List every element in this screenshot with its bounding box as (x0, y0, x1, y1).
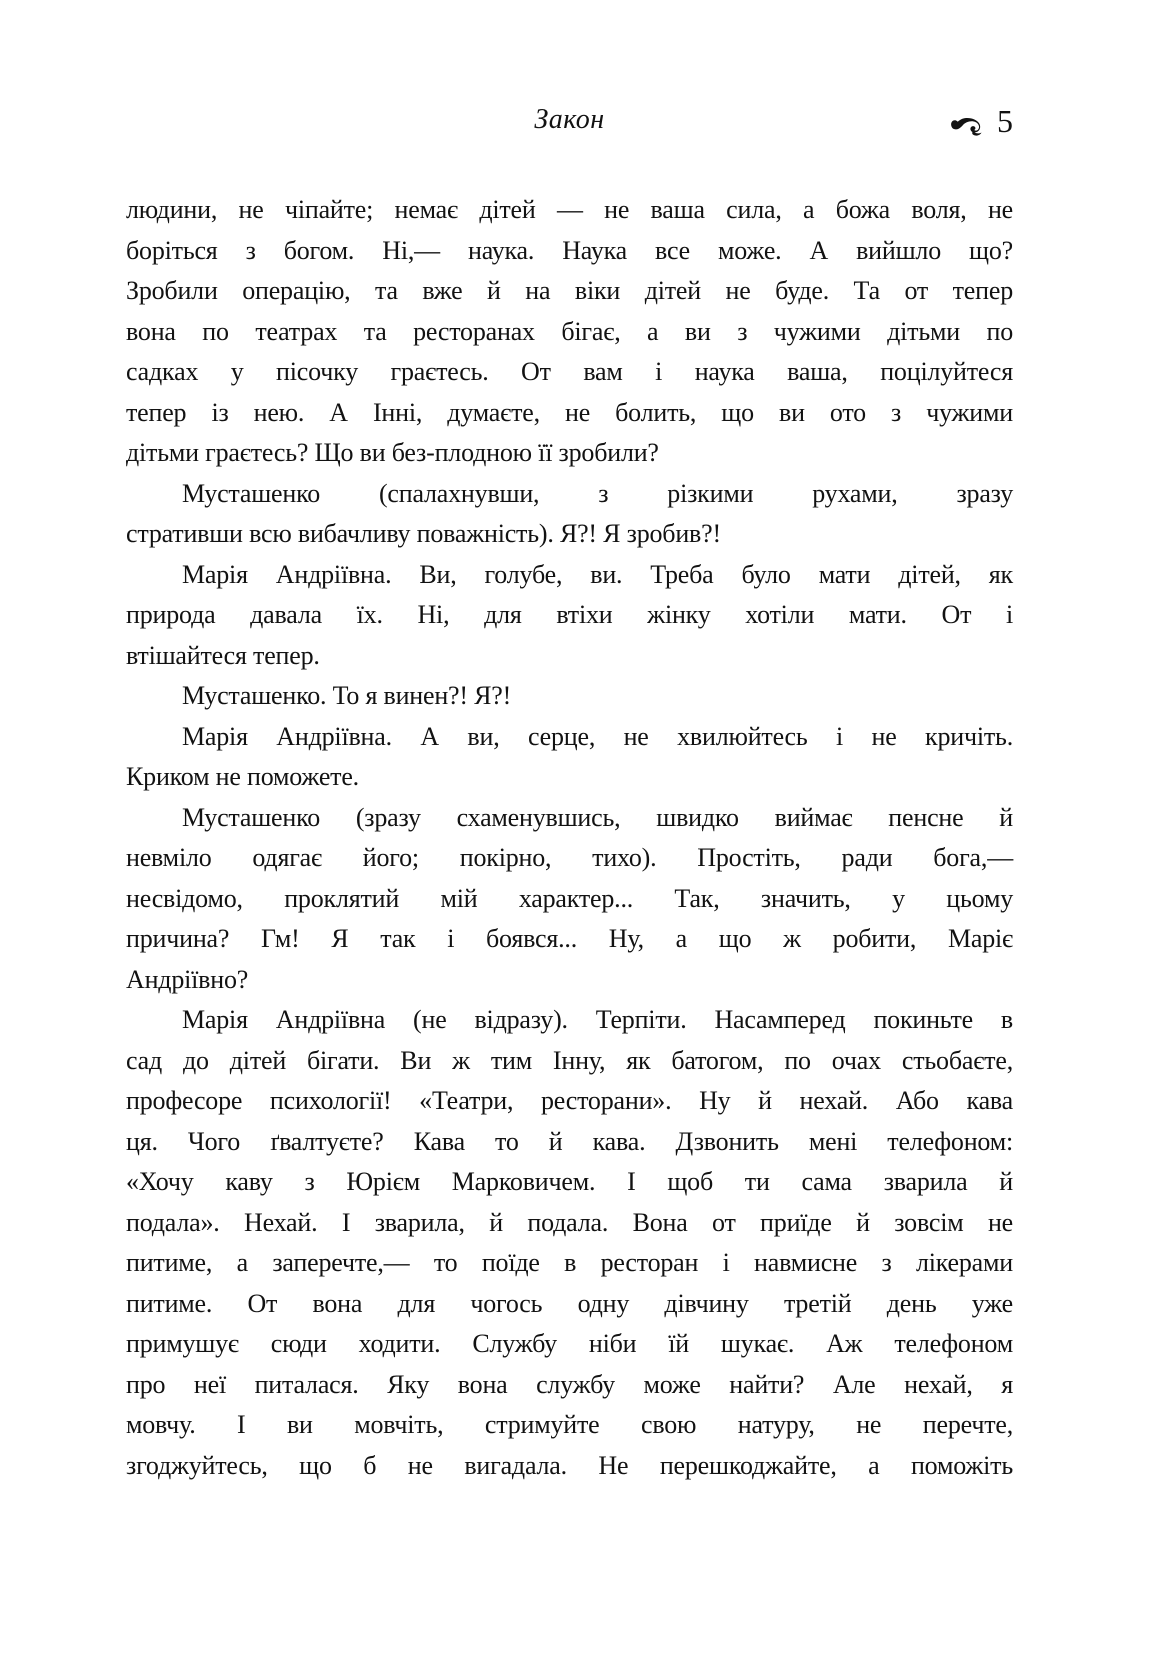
page-number: 5 (997, 103, 1013, 139)
text-line: професоре психології! «Театри, ресторани». Ну й нехай. Або кава (126, 1086, 1013, 1115)
text-line: питиме. От вона для чогось одну дівчину третій день уже (126, 1288, 1013, 1318)
text-line: несвідомо, проклятий мій характер... Так, значить, у цьому (126, 883, 1013, 913)
text-line: садках у пісочку граєтесь. От вам і наука ваша, поцілуйтеся (126, 357, 1013, 386)
text-line: вона по театрах та ресторанах бігає, а ви з чужими дітьми по (126, 316, 1013, 346)
text-line: стративши всю вибачливу поважність). Я?! Я зробив?! (126, 519, 721, 548)
page-body (126, 190, 1013, 1486)
text-line: Марія Андріївна. Ви, голубе, ви. Треба було мати дітей, як (182, 559, 1013, 589)
text-line: Криком не поможете. (126, 762, 359, 791)
text-line: причина? Гм! Я так і боявся... Ну, а що ж робити, Маріє (126, 924, 1013, 953)
text-line: Андріївно? (126, 964, 249, 994)
text-line: «Хочу каву з Юрієм Марковичем. І щоб ти сама зварила й (126, 1167, 1013, 1196)
text-line: Марія Андріївна (не відразу). Терпіти. Насамперед покиньте в (182, 1005, 1013, 1034)
text-line: боріться з богом. Ні,— наука. Наука все може. А вийшло що? (126, 235, 1013, 265)
text-line: примушує сюди ходити. Службу ніби їй шукає. Аж телефоном (126, 1329, 1013, 1358)
text-line: Мусташенко (спалахнувши, з різкими рухами, зразу (182, 478, 1013, 508)
fleuron-ornament-icon (949, 112, 985, 138)
text-line: Марія Андріївна. А ви, серце, не хвилюйтесь і не кричіть. (182, 721, 1013, 751)
text-line: невміло одягає його; покірно, тихо). Простіть, ради бога,— (126, 843, 1013, 872)
text-line: подала». Нехай. І зварила, й подала. Вона от приїде й зовсім не (126, 1207, 1013, 1237)
text-line: питиме, а заперечте,— то поїде в ресторан і навмисне з лікерами (126, 1248, 1013, 1277)
running-header (126, 100, 1013, 142)
text-line: сад до дітей бігати. Ви ж тим Інну, як батогом, по очах стьобаєте, (126, 1045, 1013, 1075)
text-line: Зробили операцію, та вже й на віки дітей не буде. Та от тепер (126, 276, 1013, 305)
text-line: людини, не чіпайте; немає дітей — не ваша сила, а божа воля, не (126, 195, 1013, 224)
text-line: втішайтеся тепер. (126, 640, 320, 670)
text-line: ця. Чого ґвалтуєте? Кава то й кава. Дзвонить мені телефоном: (126, 1126, 1013, 1156)
text-line: природа давала їх. Ні, для втіхи жінку хотіли мати. От і (126, 600, 1013, 629)
text-line: Мусташенко. То я винен?! Я?! (182, 681, 512, 710)
text-line: тепер із нею. А Інні, думаєте, не болить, що ви ото з чужими (126, 397, 1013, 427)
text-line: Мусташенко (зразу схаменувшись, швидко виймає пенсне й (182, 802, 1013, 832)
text-line: згоджуйтесь, що б не вигадала. Не перешкоджайте, а поможіть (126, 1450, 1013, 1480)
text-line: мовчу. І ви мовчіть, стримуйте свою натуру, не перечте, (126, 1410, 1013, 1439)
header-right-group (949, 100, 1013, 142)
text-line: про неї питалася. Яку вона службу може найти? Але нехай, я (126, 1369, 1013, 1399)
text-line: дітьми граєтесь? Що ви без-плодною її зробили? (126, 438, 659, 467)
running-title: Закон (534, 104, 605, 135)
